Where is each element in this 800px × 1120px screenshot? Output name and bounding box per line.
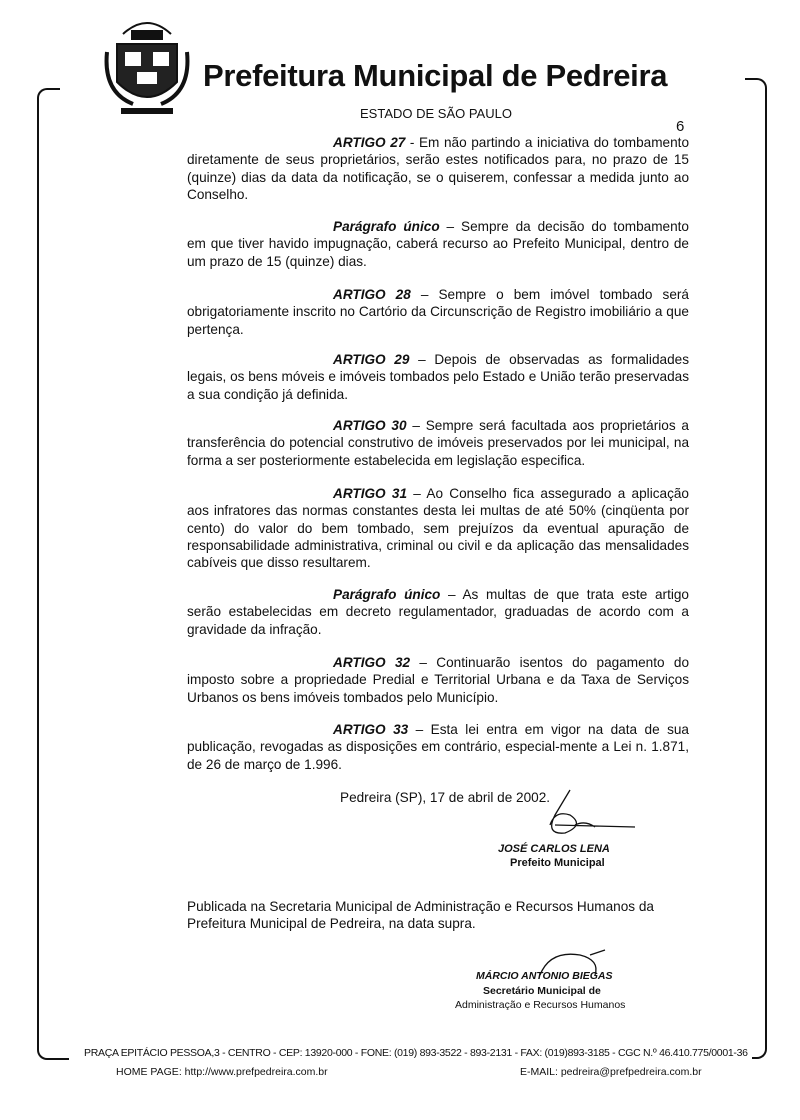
state-subtitle: ESTADO DE SÃO PAULO [360, 106, 512, 121]
footer-email: E-MAIL: pedreira@prefpedreira.com.br [520, 1066, 702, 1078]
footer-homepage: HOME PAGE: http://www.prefpedreira.com.br [116, 1066, 328, 1078]
secretary-department: Administração e Recursos Humanos [455, 999, 626, 1011]
right-border-bracket [735, 78, 767, 1059]
municipal-coat-of-arms-logo [103, 12, 191, 122]
mayor-name: JOSÉ CARLOS LENA [498, 843, 610, 855]
publication-note: Publicada na Secretaria Municipal de Administração e Recursos Humanos da Prefeitura Municipal de Pedreira, na data supra. [187, 899, 654, 932]
footer-address: PRAÇA EPITÁCIO PESSOA,3 - CENTRO - CEP: 13920-000 - FONE: (019) 893-3522 - 893-2131 - FAX: (019)893-3185 - CGC N.º 46.410.775/0001-36 [80, 1047, 752, 1059]
article-30: ARTIGO 30 – Sempre será facultada aos proprietários a transferência do potencial construtivo de imóveis preservados por lei municipal, na forma a ser posteriormente estabelecida em legislação especifica. [187, 418, 689, 468]
secretary-name: MÁRCIO ANTONIO BIEGAS [476, 970, 613, 982]
article-27: ARTIGO 27 - Em não partindo a iniciativa do tombamento diretamente de seus proprietários, serão estes notificados para, no prazo de 15 (quinze) dias da data da notificação, se o quiserem, confessar a medida junto ao Conselho. [187, 135, 689, 202]
article-32: ARTIGO 32 – Continuarão isentos do pagamento do imposto sobre a propriedade Predial e Territorial Urbana e da Taxa de Serviços Urbanos os bens imóveis tombados pelo Município. [187, 655, 690, 705]
secretary-role: Secretário Municipal de [483, 985, 601, 997]
page-number: 6 [676, 118, 685, 135]
signature-mayor [525, 785, 645, 845]
article-28: ARTIGO 28 – Sempre o bem imóvel tombado será obrigatoriamente inscrito no Cartório da Circunscrição de Registro imobiliário a que pertença. [187, 287, 689, 337]
single-paragraph-2: Parágrafo único – As multas de que trata este artigo serão estabelecidas em decreto regulamentador, graduadas de acordo com a gravidade da infração. [187, 587, 689, 637]
article-31: ARTIGO 31 – Ao Conselho fica assegurado a aplicação aos infratores das normas constantes desta lei multas de até 50% (cinqüenta por cento) do valor do bem tombado, sem prejuízos da eventual apuração de responsabilidade administrativa, criminal ou civil e da aplicação das mensalidades cabíveis que disso resultarem. [187, 486, 689, 571]
left-border-bracket [37, 88, 69, 1060]
date-line: Pedreira (SP), 17 de abril de 2002. [340, 790, 551, 805]
single-paragraph-1: Parágrafo único – Sempre da decisão do tombamento em que tiver havido impugnação, caberá recurso ao Prefeito Municipal, dentro de um prazo de 15 (quinze) dias. [187, 219, 689, 269]
mayor-role: Prefeito Municipal [510, 857, 605, 869]
article-33: ARTIGO 33 – Esta lei entra em vigor na data de sua publicação, revogadas as disposições em contrário, especial-mente a Lei n. 1.871, de 26 de março de 1.996. [187, 722, 689, 772]
article-29: ARTIGO 29 – Depois de observadas as formalidades legais, os bens móveis e imóveis tombados pelo Estado e União terão preservadas a sua condição já definida. [187, 352, 689, 402]
page-title: Prefeitura Municipal de Pedreira [203, 58, 673, 94]
